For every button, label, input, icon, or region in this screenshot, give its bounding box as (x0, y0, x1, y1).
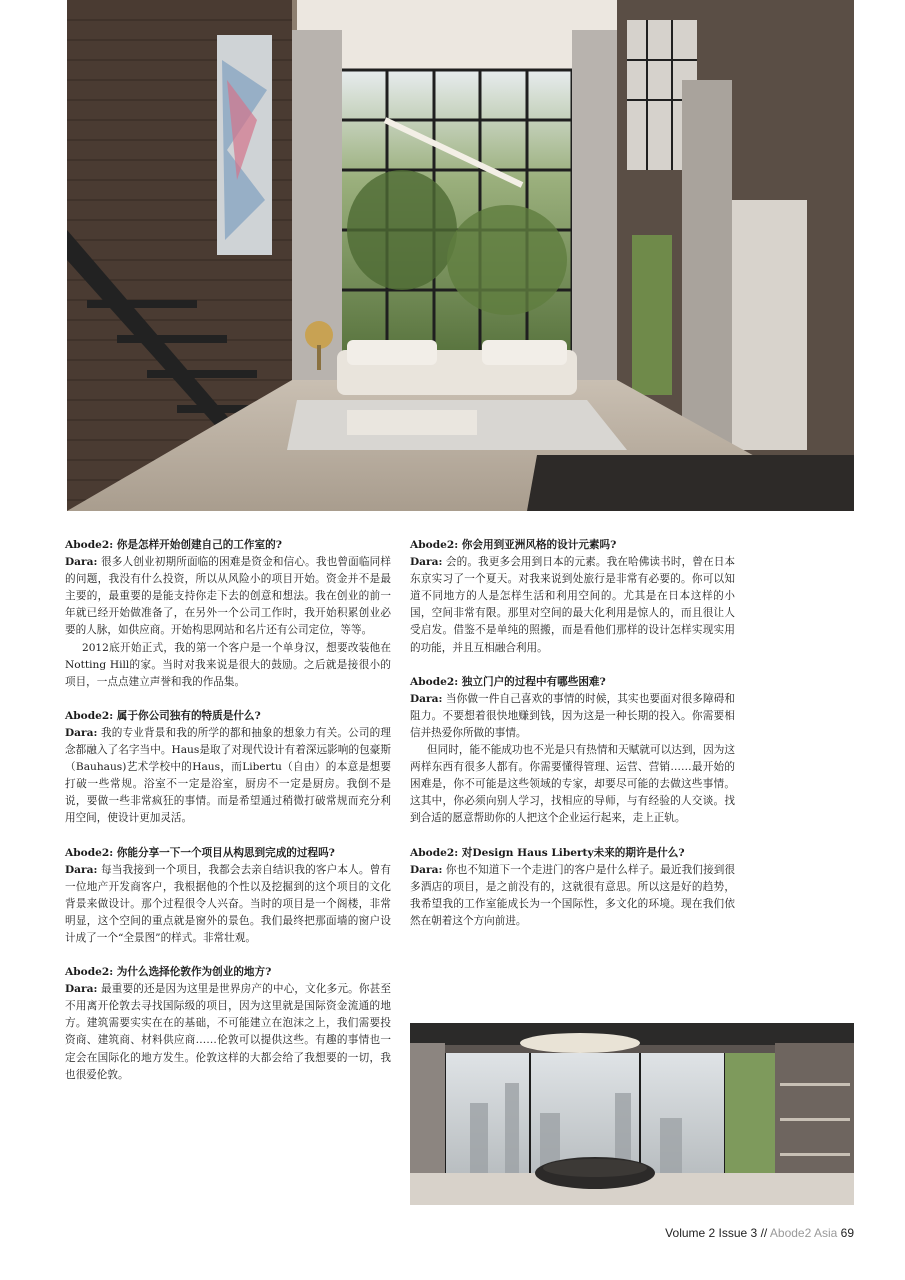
issue-label: Volume 2 Issue 3 // (665, 1226, 768, 1240)
question-heading: Abode2: 你能分享一下一个项目从构思到完成的过程吗? (65, 846, 335, 859)
answer-text (410, 862, 735, 930)
speaker-label: Dara: (410, 692, 443, 705)
answer-text (410, 691, 735, 742)
speaker-label: Dara: (410, 863, 443, 876)
answer-body: 每当我接到一个项目，我都会去亲自结识我的客户本人。曾有一位地产开发商客户，我根据他的个性以及挖掘到的这个项目的文化背景来做设计。那个过程很令人兴奋。当时的项目是一个阁楼，非常明显，这个空间的重点就是窗外的景色。我们最终把那面墙的窗户设计成了一个“全景图”的样式。非常壮观。 (65, 863, 391, 944)
speaker-label: Dara: (65, 983, 98, 996)
question-heading: Abode2: 你是怎样开始创建自己的工作室的? (65, 539, 282, 551)
qa-section-unique-traits (65, 708, 391, 828)
question-heading: Abode2: 属于你公司独有的特质是什么? (65, 709, 261, 722)
bathroom-interior-photo (410, 1023, 854, 1205)
answer-body: 会的。我更多会用到日本的元素。我在哈佛读书时，曾在日本东京实习了一个夏天。对我来说到处旅行是非常有必要的。你可以知道不同地方的人是怎样生活和利用空间的。尤其是在日本这样的小国，空间非常有限。那里对空间的最大化利用是惊人的，而且很让人受启发。借鉴不是单纯的照搬，而是看他们那样的设计怎样实现实用的功能，并且互相融合利用。 (410, 556, 736, 654)
answer-text (410, 554, 735, 657)
page-footer (665, 1226, 854, 1240)
question-heading: Abode2: 对Design Haus Liberty未来的期许是什么? (410, 846, 685, 859)
speaker-label: Dara: (410, 556, 443, 569)
answer-body: 最重要的还是因为这里是世界房产的中心，文化多元。你甚至不用离开伦敦去寻找国际级的项目，因为这里就是国际资金流通的地方。建筑需要实实在在的基础，不可能建立在泡沫之上，我们需要投资商、建筑商、材料供应商……伦敦可以提供这些。有趣的事情也一定会在国际化的地方发生。伦敦这样的大都会给了我想要的一切，我也很爱伦敦。 (65, 983, 391, 1081)
speaker-label: Dara: (65, 726, 98, 739)
qa-section-studio-start (65, 537, 391, 691)
living-room-interior-icon (67, 0, 854, 511)
answer-text (65, 981, 391, 1084)
answer-text (65, 725, 391, 828)
right-text-column (410, 537, 735, 947)
bathroom-interior-icon (410, 1023, 854, 1205)
hero-interior-photo (67, 0, 854, 511)
answer-body: 很多人创业初期所面临的困难是资金和信心。我也曾面临同样的问题，我没有什么投资，所以从风险小的项目开始。资金并不是最主要的，最重要的是能支持你走下去的创意和想法。我在创业的前一年就已经开始做准备了，在另外一个公司工作时，我开始积累创业必要的人脉，如供应商。开始构思网站和名片还有公司定位，等等。 (65, 556, 391, 637)
answer-text (65, 554, 391, 639)
question-heading: Abode2: 独立门户的过程中有哪些困难? (410, 675, 606, 688)
qa-section-asian-elements (410, 537, 735, 657)
answer-body: 你也不知道下一个走进门的客户是什么样子。最近我们接到很多酒店的项目，是之前没有的，这就很有意思。所以这是好的趋势，我希望我的工作室能成长为一个国际性，多文化的环境。现在我们依然在朝着这个方向前进。 (410, 863, 736, 927)
speaker-label: Dara: (65, 863, 98, 876)
qa-section-difficulties (410, 674, 735, 828)
left-text-column (65, 537, 391, 1101)
question-heading: Abode2: 为什么选择伦敦作为创业的地方? (65, 966, 272, 979)
qa-section-why-london (65, 964, 391, 1084)
answer-paragraph: 2012底开始正式，我的第一个客户是一个单身汉，想要改装他在Notting Hill的家。当时对我来说是很大的鼓励。之后就是接很小的项目，一点点建立声誉和我的作品集。 (65, 641, 391, 688)
qa-section-project-process (65, 845, 391, 948)
speaker-label: Dara: (65, 556, 98, 569)
question-heading: Abode2: 你会用到亚洲风格的设计元素吗? (410, 539, 617, 551)
qa-section-future (410, 845, 735, 930)
answer-body: 当你做一件自己喜欢的事情的时候，其实也要面对很多障碍和阻力。不要想着很快地赚到钱，因为这是一种长期的投入。你需要相信并热爱你所做的事情。 (410, 692, 736, 739)
answer-text (65, 862, 391, 947)
answer-body: 我的专业背景和我的所学的都和抽象的想象力有关。公司的理念都融入了名字当中。Haus是取了对现代设计有着深远影响的包豪斯（Bauhaus)艺术学校中的Haus，而Libertu（自由）的本意是想要打破一些常规。浴室不一定是浴室，厨房不一定是厨房。我倒不是说，要做一些非常疯狂的事情。而是希望通过稍微打破常规而充分利用空间，使设计更加灵活。 (65, 726, 391, 825)
page-number: 69 (840, 1226, 854, 1240)
answer-paragraph: 但同时，能不能成功也不光是只有热情和天赋就可以达到，因为这两样东西有很多人都有。你需要懂得管理、运营、营销……最开始的困难是，你不可能是这些领域的专家，却要尽可能的去做这些事情。这其中，你必须向别人学习，找相应的导师，与有经验的人交谈。找到合适的愿意帮助你的人把这个企业运行起来，走上正轨。 (410, 744, 735, 825)
magazine-name: Abode2 Asia (769, 1226, 838, 1240)
